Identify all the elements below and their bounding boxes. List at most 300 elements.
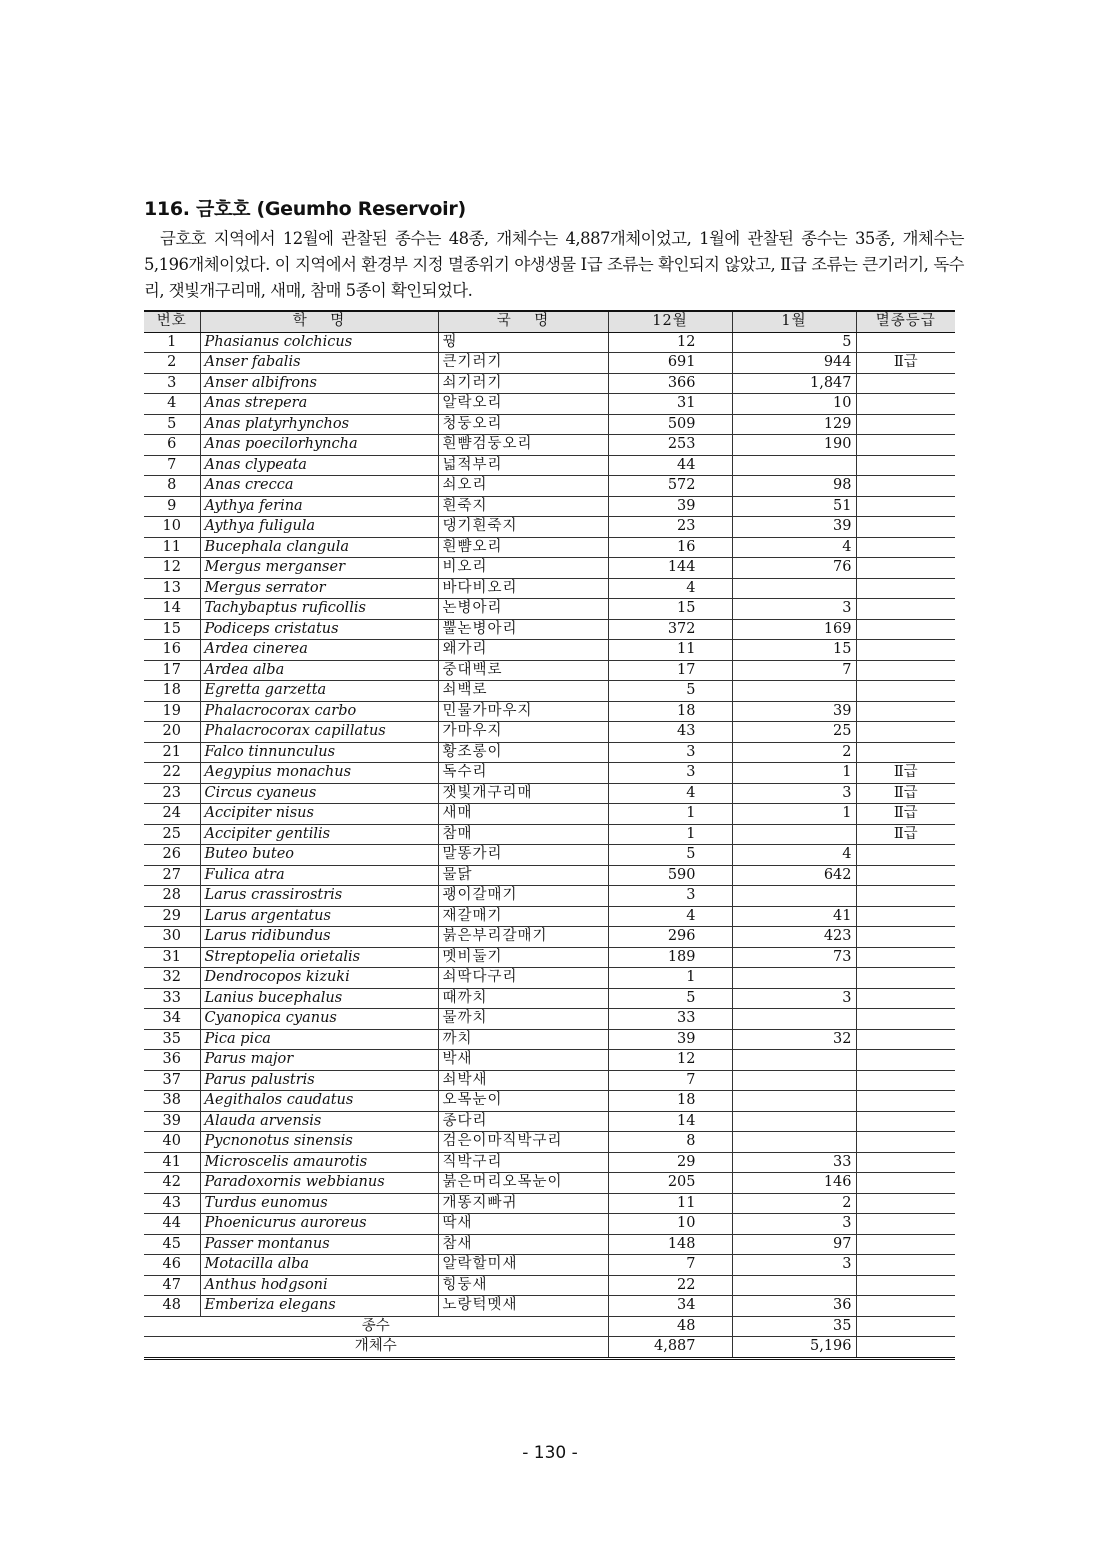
table-row — [144, 578, 955, 599]
endangered-grade — [856, 1173, 955, 1194]
table-row — [144, 353, 955, 374]
december-count: 5 — [608, 988, 732, 1009]
scientific-name: Anas strepera — [200, 394, 438, 415]
scientific-name: Larus crassirostris — [200, 886, 438, 907]
endangered-grade: Ⅱ급 — [856, 783, 955, 804]
january-count: 39 — [732, 701, 856, 722]
table-row — [144, 1173, 955, 1194]
korean-name: 중대백로 — [438, 660, 608, 681]
december-count: 509 — [608, 414, 732, 435]
december-count: 18 — [608, 1091, 732, 1112]
table-row — [144, 1275, 955, 1296]
december-count: 296 — [608, 927, 732, 948]
summary-label: 개체수 — [144, 1337, 608, 1359]
row-number: 17 — [144, 660, 200, 681]
scientific-name: Aythya fuligula — [200, 517, 438, 538]
row-number: 26 — [144, 845, 200, 866]
january-count: 129 — [732, 414, 856, 435]
korean-name: 때까치 — [438, 988, 608, 1009]
december-count: 29 — [608, 1152, 732, 1173]
endangered-grade — [856, 845, 955, 866]
december-count: 31 — [608, 394, 732, 415]
table-row — [144, 619, 955, 640]
row-number: 4 — [144, 394, 200, 415]
korean-name: 말똥가리 — [438, 845, 608, 866]
january-count: 97 — [732, 1234, 856, 1255]
table-row — [144, 763, 955, 784]
december-count: 12 — [608, 332, 732, 353]
january-count: 146 — [732, 1173, 856, 1194]
row-number: 19 — [144, 701, 200, 722]
december-count: 8 — [608, 1132, 732, 1153]
summary-grade — [856, 1316, 955, 1337]
scientific-name: Emberiza elegans — [200, 1296, 438, 1317]
scientific-name: Paradoxornis webbianus — [200, 1173, 438, 1194]
scientific-name: Turdus eunomus — [200, 1193, 438, 1214]
endangered-grade — [856, 1275, 955, 1296]
table-row — [144, 373, 955, 394]
table-row — [144, 968, 955, 989]
scientific-name: Accipiter nisus — [200, 804, 438, 825]
endangered-grade — [856, 578, 955, 599]
table-row — [144, 1193, 955, 1214]
december-count: 12 — [608, 1050, 732, 1071]
scientific-name: Dendrocopos kizuki — [200, 968, 438, 989]
korean-name: 쇠딱다구리 — [438, 968, 608, 989]
row-number: 37 — [144, 1070, 200, 1091]
korean-name: 알락할미새 — [438, 1255, 608, 1276]
endangered-grade — [856, 599, 955, 620]
summary-label: 종수 — [144, 1316, 608, 1337]
january-count: 1,847 — [732, 373, 856, 394]
january-count: 3 — [732, 988, 856, 1009]
row-number: 12 — [144, 558, 200, 579]
january-count: 3 — [732, 783, 856, 804]
endangered-grade — [856, 619, 955, 640]
row-number: 31 — [144, 947, 200, 968]
scientific-name: Buteo buteo — [200, 845, 438, 866]
endangered-grade — [856, 1214, 955, 1235]
december-count: 15 — [608, 599, 732, 620]
december-count: 366 — [608, 373, 732, 394]
january-count — [732, 968, 856, 989]
december-count: 148 — [608, 1234, 732, 1255]
korean-name: 뿔논병아리 — [438, 619, 608, 640]
scientific-name: Motacilla alba — [200, 1255, 438, 1276]
january-count: 3 — [732, 1214, 856, 1235]
korean-name: 딱새 — [438, 1214, 608, 1235]
december-count: 14 — [608, 1111, 732, 1132]
korean-name: 흰뺨검둥오리 — [438, 435, 608, 456]
row-number: 7 — [144, 455, 200, 476]
row-number: 15 — [144, 619, 200, 640]
endangered-grade — [856, 722, 955, 743]
scientific-name: Anser albifrons — [200, 373, 438, 394]
scientific-name: Egretta garzetta — [200, 681, 438, 702]
january-count — [732, 824, 856, 845]
endangered-grade — [856, 742, 955, 763]
december-count: 11 — [608, 1193, 732, 1214]
endangered-grade — [856, 517, 955, 538]
korean-name: 재갈매기 — [438, 906, 608, 927]
scientific-name: Aythya ferina — [200, 496, 438, 517]
korean-name: 검은이마직박구리 — [438, 1132, 608, 1153]
december-count: 4 — [608, 578, 732, 599]
scientific-name: Alauda arvensis — [200, 1111, 438, 1132]
december-count: 18 — [608, 701, 732, 722]
january-count: 169 — [732, 619, 856, 640]
table-row — [144, 1132, 955, 1153]
january-count — [732, 1132, 856, 1153]
january-count: 32 — [732, 1029, 856, 1050]
endangered-grade — [856, 1234, 955, 1255]
scientific-name: Podiceps cristatus — [200, 619, 438, 640]
row-number: 33 — [144, 988, 200, 1009]
korean-name: 민물가마우지 — [438, 701, 608, 722]
december-count: 7 — [608, 1255, 732, 1276]
january-count: 4 — [732, 845, 856, 866]
table-row — [144, 394, 955, 415]
december-count: 3 — [608, 742, 732, 763]
january-count: 3 — [732, 599, 856, 620]
december-count: 372 — [608, 619, 732, 640]
korean-name: 참새 — [438, 1234, 608, 1255]
december-count: 17 — [608, 660, 732, 681]
korean-name: 독수리 — [438, 763, 608, 784]
row-number: 41 — [144, 1152, 200, 1173]
korean-name: 넓적부리 — [438, 455, 608, 476]
january-count: 98 — [732, 476, 856, 497]
korean-name: 흰뺨오리 — [438, 537, 608, 558]
endangered-grade — [856, 640, 955, 661]
scientific-name: Anas crecca — [200, 476, 438, 497]
endangered-grade — [856, 886, 955, 907]
endangered-grade — [856, 1193, 955, 1214]
row-number: 1 — [144, 332, 200, 353]
korean-name: 오목눈이 — [438, 1091, 608, 1112]
table-row — [144, 558, 955, 579]
scientific-name: Microscelis amaurotis — [200, 1152, 438, 1173]
row-number: 27 — [144, 865, 200, 886]
scientific-name: Anser fabalis — [200, 353, 438, 374]
summary-december: 4,887 — [608, 1337, 732, 1359]
korean-name: 참매 — [438, 824, 608, 845]
january-count: 25 — [732, 722, 856, 743]
endangered-grade — [856, 1029, 955, 1050]
table-row — [144, 1070, 955, 1091]
scientific-name: Anas platyrhynchos — [200, 414, 438, 435]
row-number: 38 — [144, 1091, 200, 1112]
table-row — [144, 660, 955, 681]
scientific-name: Bucephala clangula — [200, 537, 438, 558]
korean-name: 까치 — [438, 1029, 608, 1050]
header-december: 12월 — [608, 311, 732, 332]
scientific-name: Falco tinnunculus — [200, 742, 438, 763]
korean-name: 꿩 — [438, 332, 608, 353]
table-row — [144, 742, 955, 763]
table-row — [144, 1255, 955, 1276]
january-count: 76 — [732, 558, 856, 579]
scientific-name: Anas poecilorhyncha — [200, 435, 438, 456]
table-row — [144, 1050, 955, 1071]
row-number: 30 — [144, 927, 200, 948]
scientific-name: Parus palustris — [200, 1070, 438, 1091]
endangered-grade — [856, 681, 955, 702]
page-number: - 130 - — [522, 1443, 578, 1463]
endangered-grade — [856, 476, 955, 497]
endangered-grade: Ⅱ급 — [856, 763, 955, 784]
december-count: 205 — [608, 1173, 732, 1194]
scientific-name: Ardea alba — [200, 660, 438, 681]
summary-january: 5,196 — [732, 1337, 856, 1359]
december-count: 1 — [608, 804, 732, 825]
korean-name: 붉은부리갈매기 — [438, 927, 608, 948]
endangered-grade — [856, 496, 955, 517]
january-count: 1 — [732, 763, 856, 784]
korean-name: 바다비오리 — [438, 578, 608, 599]
december-count: 3 — [608, 886, 732, 907]
scientific-name: Phoenicurus auroreus — [200, 1214, 438, 1235]
endangered-grade — [856, 1152, 955, 1173]
korean-name: 비오리 — [438, 558, 608, 579]
scientific-name: Mergus serrator — [200, 578, 438, 599]
january-count: 7 — [732, 660, 856, 681]
scientific-name: Anthus hodgsoni — [200, 1275, 438, 1296]
january-count: 2 — [732, 1193, 856, 1214]
row-number: 24 — [144, 804, 200, 825]
scientific-name: Ardea cinerea — [200, 640, 438, 661]
table-row — [144, 496, 955, 517]
january-count — [732, 681, 856, 702]
table-row — [144, 640, 955, 661]
scientific-name: Larus argentatus — [200, 906, 438, 927]
table-row — [144, 537, 955, 558]
table-row — [144, 1152, 955, 1173]
table-row — [144, 1029, 955, 1050]
summary-row — [144, 1337, 955, 1359]
january-count: 190 — [732, 435, 856, 456]
table-header-row — [144, 311, 955, 332]
endangered-grade — [856, 968, 955, 989]
header-grade: 멸종등급 — [856, 311, 955, 332]
scientific-name: Phasianus colchicus — [200, 332, 438, 353]
january-count: 36 — [732, 1296, 856, 1317]
december-count: 39 — [608, 1029, 732, 1050]
row-number: 20 — [144, 722, 200, 743]
table-row — [144, 455, 955, 476]
scientific-name: Aegypius monachus — [200, 763, 438, 784]
scientific-name: Passer montanus — [200, 1234, 438, 1255]
scientific-name: Mergus merganser — [200, 558, 438, 579]
december-count: 33 — [608, 1009, 732, 1030]
header-january: 1월 — [732, 311, 856, 332]
row-number: 32 — [144, 968, 200, 989]
endangered-grade — [856, 373, 955, 394]
section-heading: 116. 금호호 (Geumho Reservoir) — [144, 198, 466, 220]
scientific-name: Aegithalos caudatus — [200, 1091, 438, 1112]
intro-text: 금호호 지역에서 12월에 관찰된 종수는 48종, 개체수는 4,887개체이었고, 1월에 관찰된 종수는 35종, 개체수는 5,196개체이었다. 이 지역에서 환경부 지정 멸종위기 야생생물 Ⅰ급 조류는 확인되지 않았고, Ⅱ급 조류는 큰기러기, 독수리, 잿빛개구리매, 새매, 참매 5종이 확인되었다. — [144, 229, 964, 300]
row-number: 5 — [144, 414, 200, 435]
january-count: 3 — [732, 1255, 856, 1276]
endangered-grade — [856, 332, 955, 353]
row-number: 40 — [144, 1132, 200, 1153]
korean-name: 큰기러기 — [438, 353, 608, 374]
december-count: 43 — [608, 722, 732, 743]
row-number: 25 — [144, 824, 200, 845]
january-count — [732, 886, 856, 907]
korean-name: 노랑턱멧새 — [438, 1296, 608, 1317]
endangered-grade — [856, 947, 955, 968]
december-count: 7 — [608, 1070, 732, 1091]
row-number: 10 — [144, 517, 200, 538]
scientific-name: Streptopelia orietalis — [200, 947, 438, 968]
row-number: 2 — [144, 353, 200, 374]
row-number: 34 — [144, 1009, 200, 1030]
table-row — [144, 906, 955, 927]
december-count: 39 — [608, 496, 732, 517]
row-number: 3 — [144, 373, 200, 394]
table-row — [144, 845, 955, 866]
header-number: 번호 — [144, 311, 200, 332]
table-body — [144, 332, 955, 1358]
january-count: 15 — [732, 640, 856, 661]
table-row — [144, 886, 955, 907]
endangered-grade — [856, 906, 955, 927]
scientific-name: Phalacrocorax capillatus — [200, 722, 438, 743]
december-count: 572 — [608, 476, 732, 497]
january-count: 944 — [732, 353, 856, 374]
scientific-name: Lanius bucephalus — [200, 988, 438, 1009]
table-row — [144, 804, 955, 825]
scientific-name: Phalacrocorax carbo — [200, 701, 438, 722]
summary-december: 48 — [608, 1316, 732, 1337]
summary-january: 35 — [732, 1316, 856, 1337]
january-count: 41 — [732, 906, 856, 927]
korean-name: 황조롱이 — [438, 742, 608, 763]
table-row — [144, 681, 955, 702]
scientific-name: Cyanopica cyanus — [200, 1009, 438, 1030]
korean-name: 가마우지 — [438, 722, 608, 743]
january-count — [732, 1091, 856, 1112]
endangered-grade — [856, 537, 955, 558]
row-number: 23 — [144, 783, 200, 804]
row-number: 47 — [144, 1275, 200, 1296]
endangered-grade — [856, 1255, 955, 1276]
korean-name: 멧비둘기 — [438, 947, 608, 968]
endangered-grade — [856, 1070, 955, 1091]
endangered-grade — [856, 1296, 955, 1317]
table-row — [144, 947, 955, 968]
january-count: 5 — [732, 332, 856, 353]
row-number: 44 — [144, 1214, 200, 1235]
row-number: 36 — [144, 1050, 200, 1071]
scientific-name: Anas clypeata — [200, 455, 438, 476]
korean-name: 쇠백로 — [438, 681, 608, 702]
endangered-grade: Ⅱ급 — [856, 824, 955, 845]
endangered-grade — [856, 414, 955, 435]
table-row — [144, 332, 955, 353]
endangered-grade — [856, 1009, 955, 1030]
december-count: 5 — [608, 681, 732, 702]
december-count: 11 — [608, 640, 732, 661]
row-number: 6 — [144, 435, 200, 456]
table-row — [144, 988, 955, 1009]
korean-name: 붉은머리오목눈이 — [438, 1173, 608, 1194]
december-count: 590 — [608, 865, 732, 886]
table-row — [144, 599, 955, 620]
table-row — [144, 824, 955, 845]
korean-name: 쇠박새 — [438, 1070, 608, 1091]
endangered-grade — [856, 1050, 955, 1071]
intro-paragraph — [144, 226, 964, 304]
january-count — [732, 1009, 856, 1030]
january-count: 39 — [732, 517, 856, 538]
row-number: 39 — [144, 1111, 200, 1132]
row-number: 28 — [144, 886, 200, 907]
endangered-grade — [856, 988, 955, 1009]
korean-name: 알락오리 — [438, 394, 608, 415]
row-number: 35 — [144, 1029, 200, 1050]
korean-name: 직박구리 — [438, 1152, 608, 1173]
january-count: 33 — [732, 1152, 856, 1173]
january-count: 51 — [732, 496, 856, 517]
december-count: 1 — [608, 824, 732, 845]
december-count: 4 — [608, 906, 732, 927]
endangered-grade: Ⅱ급 — [856, 804, 955, 825]
table-row — [144, 1214, 955, 1235]
summary-row — [144, 1316, 955, 1337]
table-row — [144, 1296, 955, 1317]
row-number: 11 — [144, 537, 200, 558]
endangered-grade: Ⅱ급 — [856, 353, 955, 374]
december-count: 16 — [608, 537, 732, 558]
korean-name: 물닭 — [438, 865, 608, 886]
december-count: 22 — [608, 1275, 732, 1296]
row-number: 45 — [144, 1234, 200, 1255]
row-number: 14 — [144, 599, 200, 620]
endangered-grade — [856, 927, 955, 948]
table-row — [144, 1091, 955, 1112]
korean-name: 괭이갈매기 — [438, 886, 608, 907]
scientific-name: Larus ridibundus — [200, 927, 438, 948]
table-row — [144, 783, 955, 804]
january-count: 4 — [732, 537, 856, 558]
endangered-grade — [856, 394, 955, 415]
korean-name: 물까치 — [438, 1009, 608, 1030]
table-row — [144, 414, 955, 435]
row-number: 48 — [144, 1296, 200, 1317]
december-count: 144 — [608, 558, 732, 579]
december-count: 44 — [608, 455, 732, 476]
table-row — [144, 435, 955, 456]
table-row — [144, 1111, 955, 1132]
endangered-grade — [856, 701, 955, 722]
january-count: 10 — [732, 394, 856, 415]
endangered-grade — [856, 865, 955, 886]
table-row — [144, 476, 955, 497]
table-row — [144, 927, 955, 948]
header-scientific-name: 학 명 — [200, 311, 438, 332]
table-row — [144, 722, 955, 743]
january-count: 73 — [732, 947, 856, 968]
table-row — [144, 1009, 955, 1030]
korean-name: 쇠오리 — [438, 476, 608, 497]
row-number: 22 — [144, 763, 200, 784]
scientific-name: Pycnonotus sinensis — [200, 1132, 438, 1153]
row-number: 21 — [144, 742, 200, 763]
korean-name: 종다리 — [438, 1111, 608, 1132]
summary-grade — [856, 1337, 955, 1359]
